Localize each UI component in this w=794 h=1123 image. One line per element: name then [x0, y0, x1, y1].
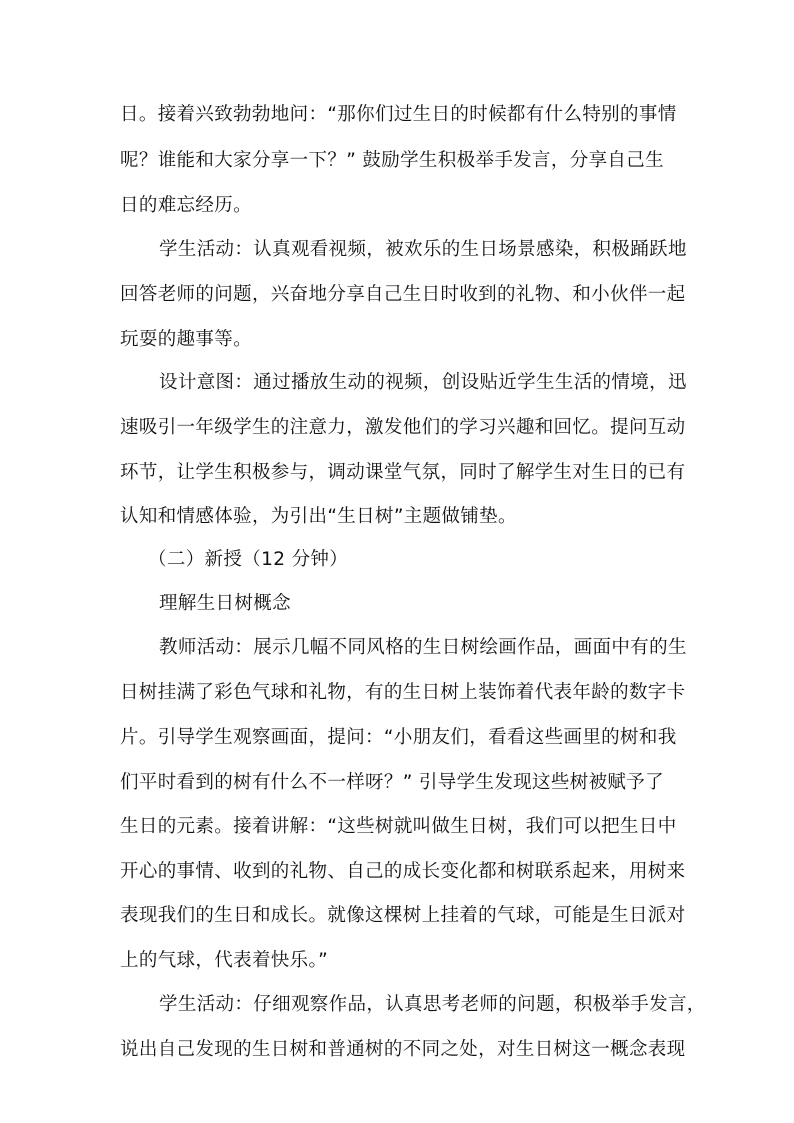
text-line: 说出自己发现的生日树和普通树的不同之处，对生日树这一概念表现: [120, 1039, 686, 1060]
text-line: 上的气球，代表着快乐。”: [120, 950, 329, 971]
text-line: 速吸引一年级学生的注意力，激发他们的学习兴趣和回忆。提问互动: [120, 417, 686, 438]
subsection-heading: 理解生日树概念: [159, 593, 291, 614]
text-line: 开心的事情、收到的礼物、自己的成长变化都和树联系起来，用树来: [120, 861, 686, 882]
section-heading: （二）新授（12 分钟）: [148, 549, 349, 570]
text-line: 学生活动：认真观看视频，被欢乐的生日场景感染，积极踊跃地: [159, 239, 687, 260]
text-line: 回答老师的问题，兴奋地分享自己生日时收到的礼物、和小伙伴一起: [120, 284, 686, 305]
text-line: 呢？谁能和大家分享一下？” 鼓励学生积极举手发言，分享自己生: [120, 150, 664, 171]
text-line: 环节，让学生积极参与，调动课堂气氛，同时了解学生对生日的已有: [120, 462, 686, 483]
text-line: 片。引导学生观察画面，提问：“小朋友们，看看这些画里的树和我: [120, 727, 677, 748]
text-line: 日的难忘经历。: [120, 195, 252, 216]
text-line: 日。接着兴致勃勃地问：“那你们过生日的时候都有什么特别的事情: [120, 104, 677, 125]
text-line: 认知和情感体验，为引出“生日树”主题做铺垫。: [120, 506, 517, 527]
text-line: 日树挂满了彩色气球和礼物，有的生日树上装饰着代表年龄的数字卡: [120, 682, 686, 703]
text-line: 玩耍的趣事等。: [120, 329, 252, 350]
text-line: 们平时看到的树有什么不一样呀？” 引导学生发现这些树被赋予了: [120, 772, 664, 793]
text-line: 教师活动：展示几幅不同风格的生日树绘画作品，画面中有的生: [159, 637, 687, 658]
text-line: 生日的元素。接着讲解：“这些树就叫做生日树，我们可以把生日中: [120, 816, 677, 837]
text-line: 设计意图：通过播放生动的视频，创设贴近学生生活的情境，迅: [159, 372, 687, 393]
text-line: 表现我们的生日和成长。就像这棵树上挂着的气球，可能是生日派对: [120, 905, 686, 926]
text-line: 学生活动：仔细观察作品，认真思考老师的问题，积极举手发言，: [159, 994, 706, 1015]
